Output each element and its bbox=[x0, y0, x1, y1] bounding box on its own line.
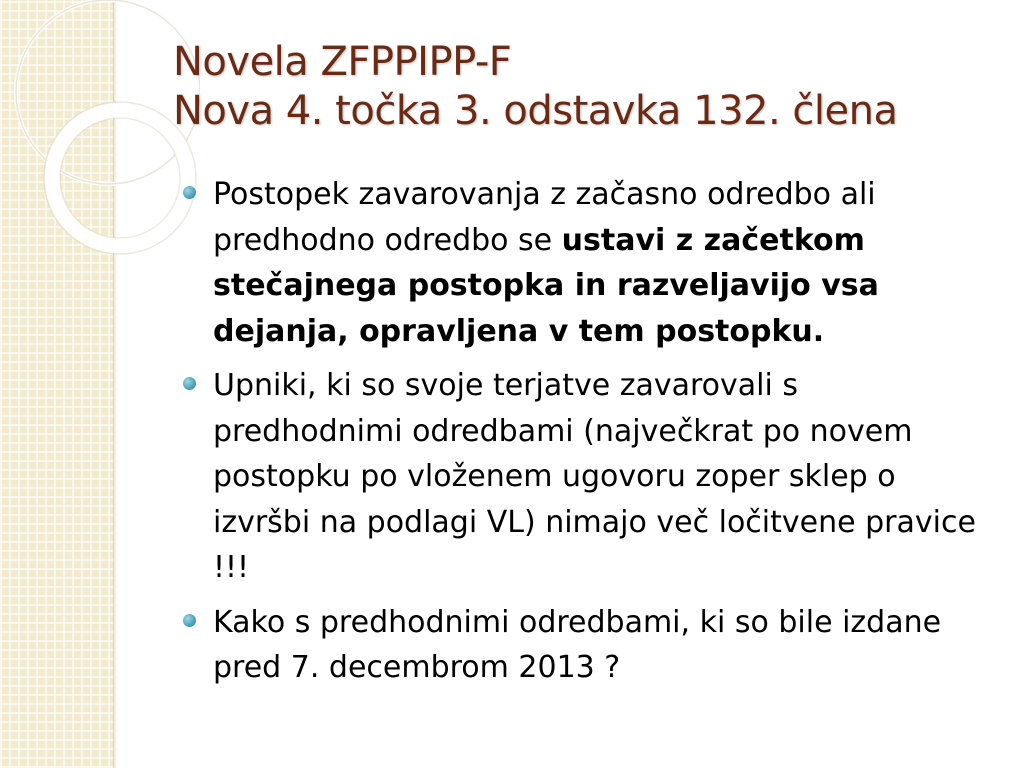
title-line-2: Nova 4. točka 3. odstavka 132. člena bbox=[173, 88, 898, 134]
bullet-icon bbox=[183, 377, 196, 390]
bullet-text-plain: Upniki, ki so svoje terjatve zavarovali s predhodnimi odredbami (največkrat po novem postopku po vloženem ugovoru zoper sklep o izvršbi na podlagi VL) nimajo več ločitvene pravice !!! bbox=[213, 368, 976, 585]
decorative-rings-icon bbox=[0, 0, 200, 260]
slide-title bbox=[173, 38, 1003, 136]
bullet-text-plain: Postopek zavarovanja z začasno odredbo ali predhodno odredbo se bbox=[213, 177, 876, 258]
bullet-item-2 bbox=[183, 363, 993, 591]
title-line-1: Novela ZFPPIPP-F bbox=[173, 39, 512, 85]
bullet-text-bold: ustavi z začetkom stečajnega postopka in razveljavijo vsa dejanja, opravljena v tem postopku. bbox=[213, 222, 879, 349]
bullet-text-plain: Kako s predhodnimi odredbami, ki so bile izdane pred 7. decembrom 2013 ? bbox=[213, 604, 942, 685]
bullet-icon bbox=[183, 614, 196, 627]
bullet-list bbox=[183, 172, 993, 700]
bullet-item-3 bbox=[183, 600, 993, 691]
bullet-icon bbox=[183, 186, 196, 199]
bullet-item-1 bbox=[183, 172, 993, 354]
